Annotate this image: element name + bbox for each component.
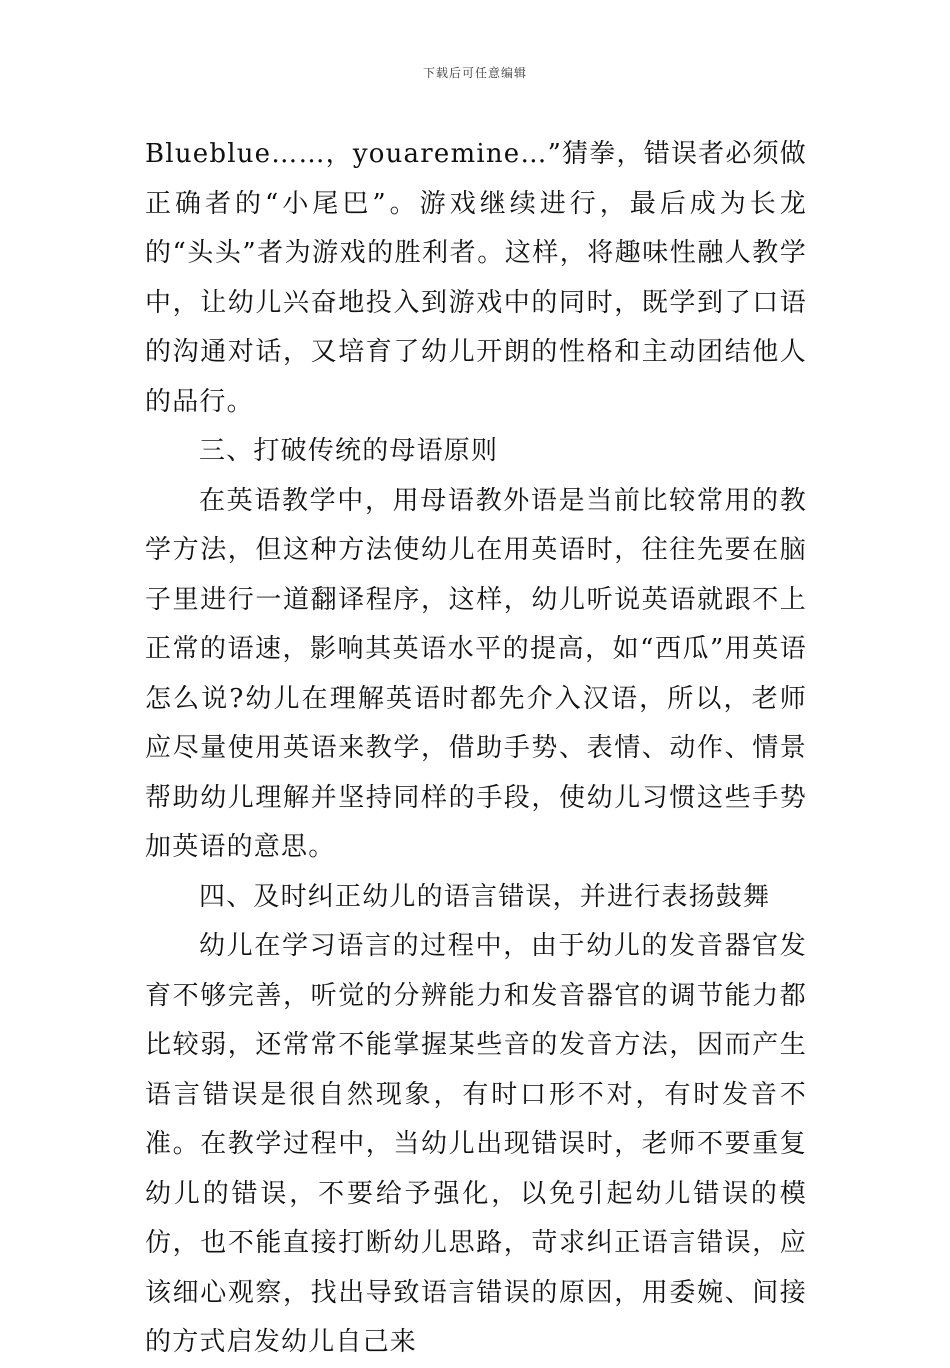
section-heading-4: 四、及时纠正幼儿的语言错误，并进行表扬鼓舞 xyxy=(199,881,771,912)
document-body xyxy=(145,130,807,1368)
paragraph-game-continuation: Blueblue……，youaremine…”猜拳，错误者必须做正确者的“小尾巴”。游戏继续进行，最后成为长龙的“头头”者为游戏的胜利者。这样，将趣味性融人教学中，让幼儿兴奋地投入到游戏中的同时，既学到了口语的沟通对话，又培育了幼儿开朗的性格和主动团结他人的品行。 xyxy=(145,139,807,417)
page-header-note: 下载后可任意编辑 xyxy=(422,66,527,80)
paragraph-correct-errors: 幼儿在学习语言的过程中，由于幼儿的发音器官发育不够完善，听觉的分辨能力和发音器官的调节能力都比较弱，还常常不能掌握某些音的发音方法，因而产生语言错误是很自然现象，有时口形不对，有时发音不准。在教学过程中，当幼儿出现错误时，老师不要重复幼儿的错误，不要给予强化，以免引起幼儿错误的模仿，也不能直接打断幼儿思路，苛求纠正语言错误，应该细心观察，找出导致语言错误的原因，用委婉、间接的方式启发幼儿自己来 xyxy=(145,931,807,1357)
section-heading-3: 三、打破传统的母语原则 xyxy=(199,436,499,466)
paragraph-mother-tongue: 在英语教学中，用母语教外语是当前比较常用的教学方法，但这种方法使幼儿在用英语时，往往先要在脑子里进行一道翻译程序，这样，幼儿听说英语就跟不上正常的语速，影响其英语水平的提高，如“西瓜”用英语怎么说?幼儿在理解英语时都先介入汉语，所以，老师应尽量使用英语来教学，借助手势、表情、动作、情景帮助幼儿理解并坚持同样的手段，使幼儿习惯这些手势加英语的意思。 xyxy=(145,485,807,862)
